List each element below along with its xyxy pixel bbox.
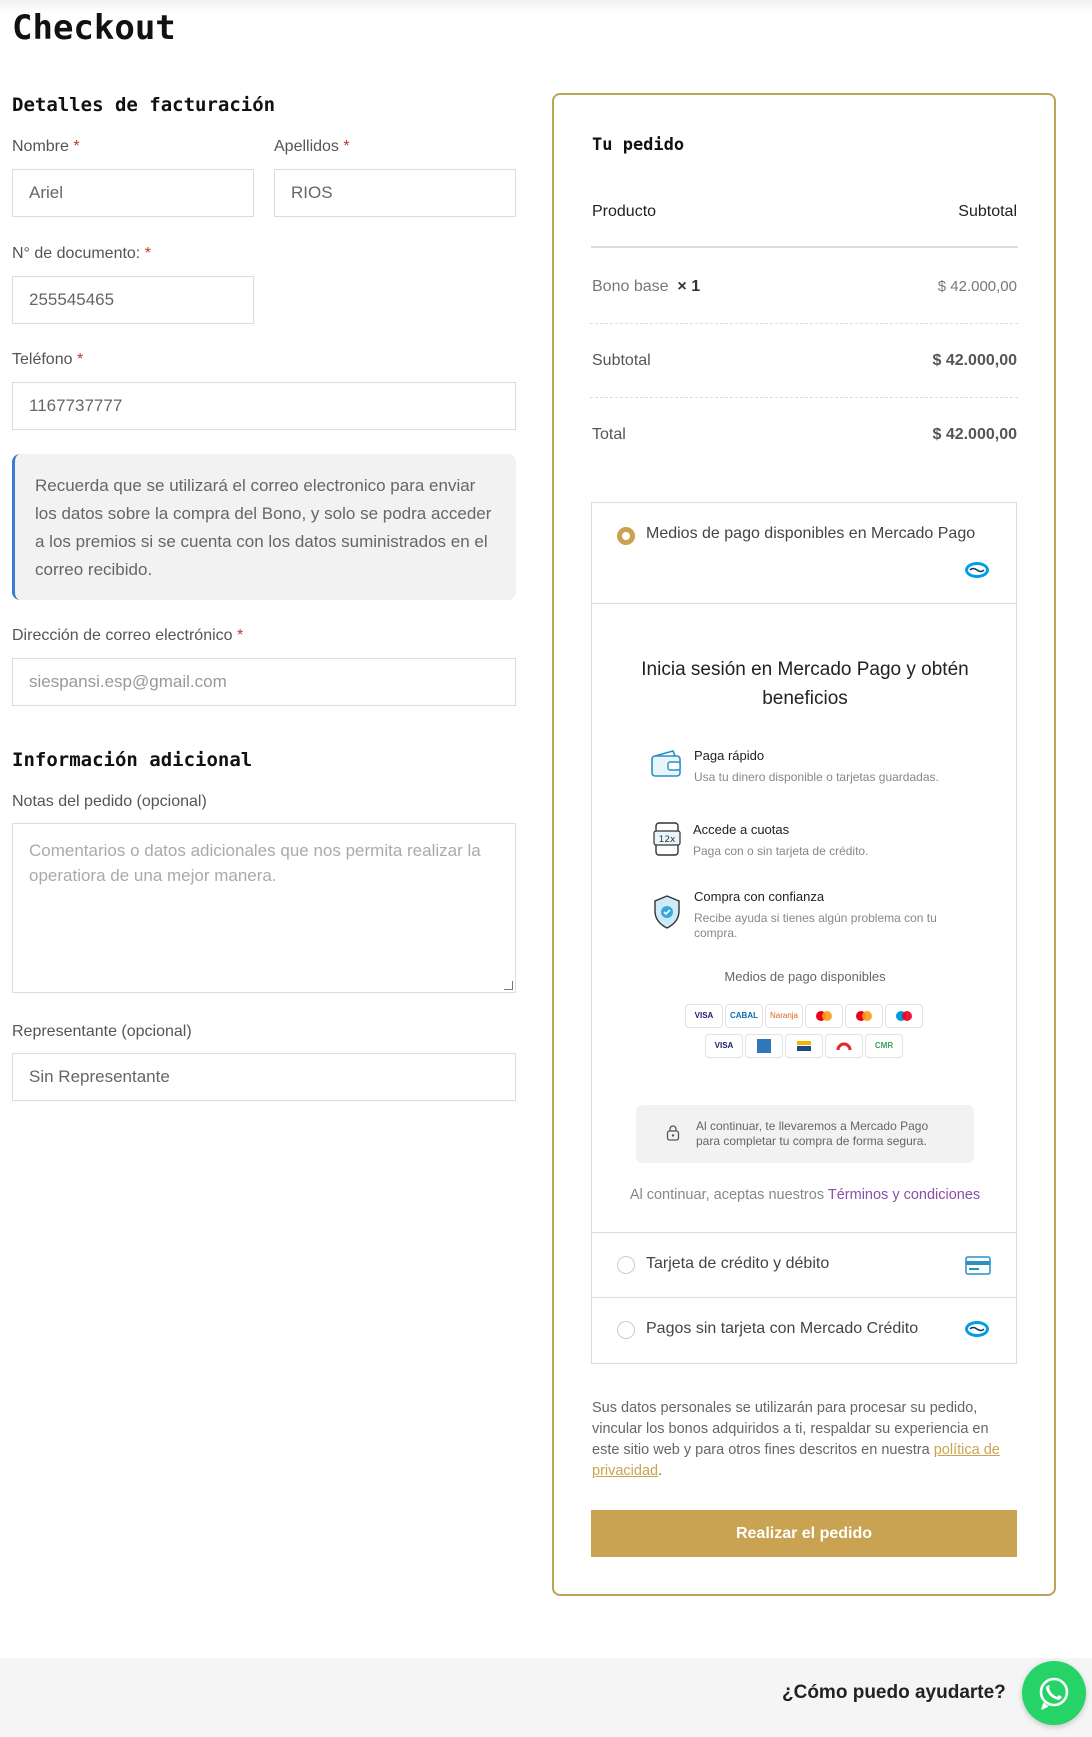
notes-label: Notas del pedido (opcional) [12, 793, 207, 810]
feature-title-trust: Compra con confianza [694, 889, 825, 904]
total-value: $ 42.000,00 [932, 426, 1017, 443]
installments-badge: 12x [658, 835, 676, 845]
credit-card-icon [965, 1256, 991, 1275]
line-item [592, 278, 700, 296]
payment-option-mercado-credito[interactable]: Pagos sin tarjeta con Mercado Crédito [646, 1320, 919, 1337]
representative-select[interactable]: Sin Representante [12, 1053, 516, 1101]
rep-label: Representante (opcional) [12, 1023, 192, 1040]
wallet-icon [649, 747, 683, 781]
resize-grip-icon[interactable] [504, 981, 513, 990]
item-name: Bono base [592, 278, 669, 295]
feature-desc-pay-fast: Usa tu dinero disponible o tarjetas guardadas. [694, 770, 939, 784]
terms-text [592, 1187, 1018, 1203]
amex-logo [745, 1034, 783, 1058]
header-divider [591, 246, 1018, 248]
cmr-logo: CMR [865, 1034, 903, 1058]
secure-line2: para completar tu compra de forma segura. [696, 1134, 927, 1148]
item-qty: × 1 [677, 278, 701, 295]
mercadopago-logo-icon [964, 1320, 990, 1338]
order-heading: Tu pedido [592, 135, 685, 155]
secure-redirect-text [696, 1119, 966, 1149]
installments-icon [652, 821, 682, 857]
feature-desc-trust-line1: Recibe ayuda si tienes algún problema con tu [694, 911, 937, 925]
last-name-input[interactable]: RIOS [274, 169, 516, 217]
terms-link[interactable]: Términos y condiciones [827, 1187, 981, 1203]
whatsapp-button[interactable] [1022, 1661, 1086, 1725]
cabal-logo: CABAL [725, 1004, 763, 1028]
feature-title-installments: Accede a cuotas [693, 822, 790, 837]
subtotal-label: Subtotal [592, 352, 651, 369]
first-name-label: Nombre * [12, 138, 80, 155]
payment-option-card[interactable]: Tarjeta de crédito y débito [646, 1255, 830, 1272]
subtotal-column-header: Subtotal [958, 203, 1017, 220]
divider [590, 397, 1018, 398]
payment-radio-mercadopago[interactable] [617, 527, 635, 545]
privacy-period: . [658, 1463, 663, 1479]
order-notes-textarea[interactable] [12, 823, 516, 993]
secure-redirect-note [636, 1105, 974, 1163]
payment-option-mercadopago[interactable]: Medios de pago disponibles en Mercado Pago [646, 525, 976, 542]
total-label: Total [592, 426, 626, 443]
feature-title-pay-fast: Paga rápido [694, 748, 765, 763]
maestro-logo [885, 1004, 923, 1028]
additional-heading: Información adicional [12, 749, 253, 771]
place-order-button[interactable]: Realizar el pedido [591, 1510, 1017, 1557]
item-price: $ 42.000,00 [937, 278, 1017, 295]
feature-desc-trust [694, 911, 937, 941]
email-label: Dirección de correo electrónico * [12, 627, 244, 644]
email-notice: Recuerda que se utilizará el correo electronico para enviar los datos sobre la compra del Bono, y solo se podra acceder a los premios si se cuenta con los datos suministrados en el correo recibido. [12, 454, 516, 600]
login-benefits-title [592, 655, 1018, 713]
mastercard-debit-logo [845, 1004, 883, 1028]
phone-input[interactable]: 1167737777 [12, 382, 516, 430]
payment-radio-card[interactable] [617, 1256, 635, 1274]
login-title-line1: Inicia sesión en Mercado Pago y obtén [641, 659, 969, 680]
billing-heading: Detalles de facturación [12, 94, 276, 116]
subtotal-value: $ 42.000,00 [932, 352, 1017, 369]
divider [591, 1232, 1017, 1233]
document-label: N° de documento: * [12, 245, 151, 262]
shield-icon [652, 894, 682, 930]
document-input[interactable]: 255545465 [12, 276, 254, 324]
whatsapp-icon [1022, 1661, 1086, 1725]
visa-logo: VISA [685, 1004, 723, 1028]
lock-icon [666, 1124, 680, 1142]
divider [591, 603, 1017, 604]
privacy-link-part1: política de [933, 1442, 1000, 1458]
feature-desc-installments: Paga con o sin tarjeta de crédito. [693, 844, 869, 858]
privacy-notice [592, 1398, 1018, 1482]
secure-line1: Al continuar, te llevaremos a Mercado Pago [696, 1119, 929, 1133]
privacy-link-part2: privacidad [592, 1463, 659, 1479]
notes-placeholder: Comentarios o datos adicionales que nos permita realizar la operatiora de una mejor manera. [29, 841, 481, 885]
last-name-label: Apellidos * [274, 138, 350, 155]
visa-debit-logo: VISA [705, 1034, 743, 1058]
email-input[interactable]: siespansi.esp@gmail.com [12, 658, 516, 706]
help-prompt[interactable]: ¿Cómo puedo ayudarte? [782, 1682, 1006, 1703]
payment-methods-title: Medios de pago disponibles [724, 969, 886, 984]
privacy-text: Sus datos personales se utilizarán para procesar su pedido, vincular los bonos adquiridos a ti, respaldar su experiencia en este sitio web y para otros fines descritos en nuestra [592, 1400, 989, 1458]
debit-card-logo [785, 1034, 823, 1058]
first-name-input[interactable]: Ariel [12, 169, 254, 217]
mercadopago-logo-icon [964, 561, 990, 579]
cencosud-logo [825, 1034, 863, 1058]
divider [590, 323, 1018, 324]
terms-prefix: Al continuar, aceptas nuestros [629, 1187, 825, 1203]
product-column-header: Producto [592, 203, 657, 220]
phone-label: Teléfono * [12, 351, 84, 368]
divider [591, 1297, 1017, 1298]
page-title: Checkout [12, 8, 176, 48]
payment-radio-credit[interactable] [617, 1321, 635, 1339]
mastercard-logo [805, 1004, 843, 1028]
feature-desc-trust-line2: compra. [694, 926, 738, 940]
login-title-line2: beneficios [762, 688, 848, 709]
naranja-logo: Naranja [765, 1004, 803, 1028]
